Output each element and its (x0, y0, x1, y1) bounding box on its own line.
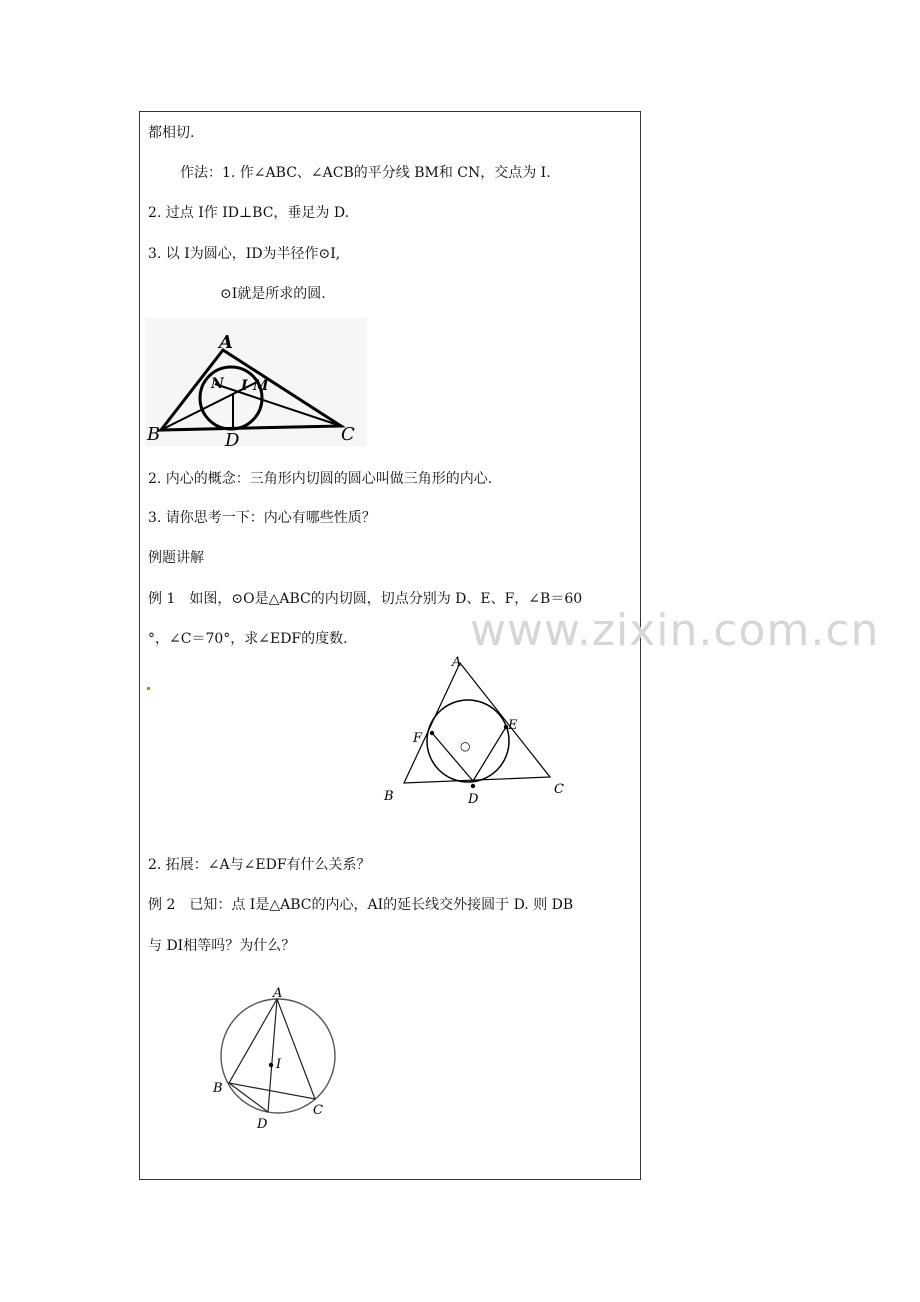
figure1-label-d: D (225, 430, 240, 451)
figure2-label-e: E (508, 718, 518, 733)
figure3-label-a: A (273, 986, 283, 1001)
figure2-segment-ed (473, 727, 506, 781)
text-line-2: 作法：1. 作∠ABC、∠ACB的平分线 BM和 CN，交点为 I. (180, 165, 551, 181)
watermark: www.zixin.com.cn (470, 605, 880, 656)
text-line-12: 例 2 已知：点 I是△ABC的内心，AI的延长线交外接圆于 D. 则 DB (148, 897, 574, 913)
figure2-point-d (471, 784, 475, 788)
text-line-3: 2. 过点 I作 ID⊥BC，垂足为 D. (148, 205, 350, 221)
figure2-label-o: ○ (460, 739, 471, 753)
figure1-label-i: I (241, 378, 248, 394)
text-line-5: ⊙I就是所求的圆. (220, 286, 326, 302)
figure1-label-b: B (147, 424, 161, 445)
text-line-1: 都相切. (148, 125, 195, 141)
figure2-label-c: C (554, 782, 564, 797)
text-line-7: 3. 请你思考一下：内心有哪些性质？ (148, 510, 376, 526)
figure2-label-f: F (413, 731, 423, 746)
figure3-label-i: I (276, 1057, 282, 1072)
figure2-label-b: B (384, 789, 394, 804)
text-line-11: 2. 拓展：∠A与∠EDF有什么关系？ (148, 857, 371, 873)
text-line-9: 例 1 如图，⊙O是△ABC的内切圆，切点分别为 D、E、F，∠B＝60 (148, 591, 583, 607)
figure2-label-a: A (452, 655, 462, 670)
figure2-point-f (430, 731, 434, 735)
text-line-10: °，∠C＝70°，求∠EDF的度数. (148, 631, 348, 647)
text-line-4: 3. 以 I为圆心，ID为半径作⊙I, (148, 246, 341, 262)
figure2-label-d: D (468, 792, 479, 807)
figure1-label-a: A (219, 332, 233, 353)
figure-example2 (205, 982, 345, 1132)
figure3-label-d: D (257, 1117, 268, 1132)
figure3-triangle (229, 999, 315, 1099)
text-line-6: 2. 内心的概念：三角形内切圆的圆心叫做三角形的内心. (148, 471, 493, 487)
figure3-segment-ad (268, 999, 277, 1112)
figure1-label-m: M (253, 378, 269, 394)
figure2-triangle (404, 663, 550, 783)
figure1-label-n: N (211, 376, 224, 392)
figure3-label-c: C (313, 1103, 323, 1118)
marker-dot (147, 687, 150, 690)
figure3-point-i (269, 1063, 273, 1067)
figure-example1 (380, 655, 575, 805)
figure3-segment-bd (229, 1083, 268, 1112)
figure3-label-b: B (213, 1081, 223, 1096)
figure-incircle-construction (145, 318, 370, 450)
text-line-13: 与 DI相等吗？为什么？ (148, 938, 296, 954)
figure3-circumcircle (221, 999, 335, 1113)
figure1-label-c: C (341, 424, 355, 445)
text-line-8: 例题讲解 (148, 550, 204, 566)
